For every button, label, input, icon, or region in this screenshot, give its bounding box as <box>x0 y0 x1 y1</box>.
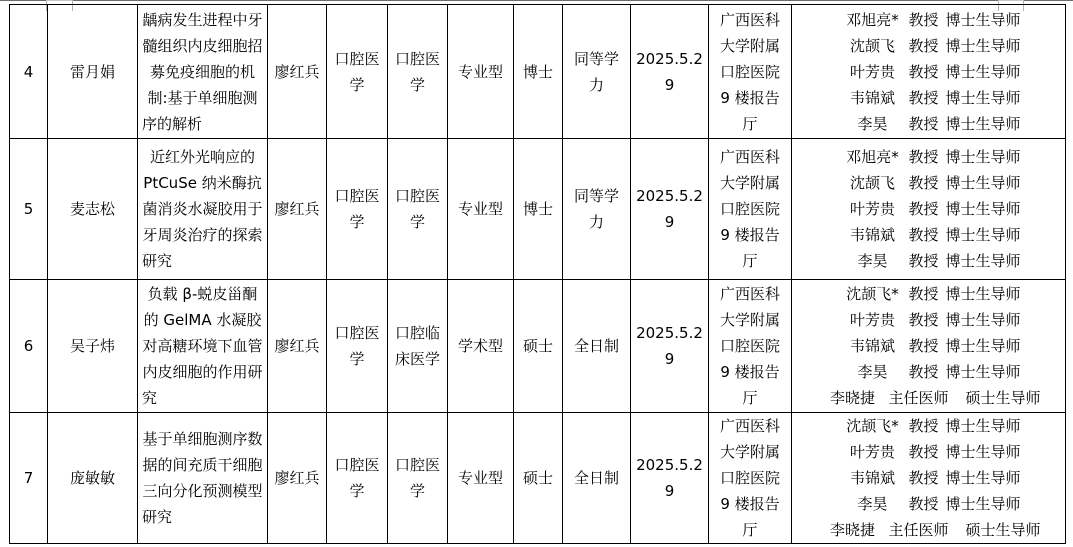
committee-member-title: 教授 <box>908 417 939 435</box>
committee-member-title: 教授 <box>908 495 939 513</box>
committee-member-name: 李昊 <box>857 114 888 133</box>
committee-member-title: 主任医师 <box>888 389 949 407</box>
venue-cell: 广西医科大学附属口腔医院 9 楼报告厅 <box>709 413 792 544</box>
program-type-cell: 专业型 <box>448 5 514 139</box>
committee-member <box>796 222 1061 248</box>
venue-cell: 广西医科大学附属口腔医院 9 楼报告厅 <box>709 280 792 413</box>
committee-member <box>796 491 1061 517</box>
committee-member <box>796 359 1061 385</box>
committee-member-role: 博士生导师 <box>945 36 1021 55</box>
committee-member-name: 韦锦斌 <box>849 469 895 487</box>
committee-member-title: 教授 <box>908 363 939 381</box>
degree-cell: 硕士 <box>514 413 563 544</box>
committee-member-role: 博士生导师 <box>945 114 1021 133</box>
study-mode-cell: 全日制 <box>563 413 631 544</box>
committee-member <box>796 465 1061 491</box>
committee-member-title: 教授 <box>908 36 939 55</box>
supervisor-cell: 廖红兵 <box>268 413 327 544</box>
row-index-cell: 6 <box>10 280 48 413</box>
committee-member <box>796 281 1061 307</box>
committee-member-role: 博士生导师 <box>945 62 1021 81</box>
student-name-cell: 雷月娟 <box>48 5 138 139</box>
program-type-cell: 学术型 <box>448 280 514 413</box>
committee-cell <box>792 139 1066 280</box>
committee-member-role: 博士生导师 <box>945 226 1021 244</box>
degree-cell: 博士 <box>514 5 563 139</box>
committee-member-name: 叶芳贵 <box>849 443 895 461</box>
committee-member <box>796 439 1061 465</box>
thesis-title-cell: 龋病发生进程中牙髓组织内皮细胞招募免疫细胞的机制:基于单细胞测序的解析 <box>138 5 268 139</box>
committee-member-title: 教授 <box>908 200 939 218</box>
committee-member-role: 博士生导师 <box>945 285 1021 303</box>
committee-member-role: 博士生导师 <box>945 311 1021 329</box>
defense-date-cell: 2025.5.29 <box>631 413 709 544</box>
committee-member-name: 沈颉飞 <box>849 36 895 55</box>
committee-member <box>796 307 1061 333</box>
committee-member-role: 博士生导师 <box>945 88 1021 107</box>
row-index-cell: 4 <box>10 5 48 139</box>
committee-member-role: 博士生导师 <box>945 495 1021 513</box>
committee-member-name: 李昊 <box>857 363 888 381</box>
committee-member-name: 沈颉飞 <box>849 174 895 192</box>
study-mode-cell: 同等学力 <box>563 139 631 280</box>
committee-member <box>796 248 1061 274</box>
thesis-title-cell: 近红外光响应的 PtCuSe 纳米酶抗菌消炎水凝胶用于牙周炎治疗的探索研究 <box>138 139 268 280</box>
committee-member-title: 主任医师 <box>888 521 949 539</box>
degree-cell: 硕士 <box>514 280 563 413</box>
degree-cell: 博士 <box>514 139 563 280</box>
committee-member-title: 教授 <box>908 285 939 303</box>
committee-member-name: 沈颉飞* <box>846 285 899 303</box>
committee-member <box>796 59 1061 85</box>
committee-member-name: 李晓捷 <box>829 521 875 539</box>
row-index-cell: 5 <box>10 139 48 280</box>
committee-member-name: 李昊 <box>857 495 888 513</box>
defense-date-cell: 2025.5.29 <box>631 280 709 413</box>
table-row <box>10 139 1066 280</box>
thesis-title-cell: 基于单细胞测序数据的间充质干细胞三向分化预测模型研究 <box>138 413 268 544</box>
committee-member-title: 教授 <box>908 469 939 487</box>
committee-member <box>796 517 1061 543</box>
specialty-cell: 口腔医学 <box>388 5 448 139</box>
supervisor-cell: 廖红兵 <box>268 5 327 139</box>
table-row <box>10 5 1066 139</box>
committee-member-name: 韦锦斌 <box>849 337 895 355</box>
committee-member-title: 教授 <box>908 10 939 29</box>
committee-member-name: 韦锦斌 <box>849 226 895 244</box>
committee-member-title: 教授 <box>908 148 939 166</box>
supervisor-cell: 廖红兵 <box>268 280 327 413</box>
committee-member-role: 硕士生导师 <box>965 389 1041 407</box>
committee-member <box>796 144 1061 170</box>
program-type-cell: 专业型 <box>448 139 514 280</box>
committee-member-name: 邓旭亮* <box>846 148 899 166</box>
committee-member <box>796 85 1061 111</box>
committee-member-role: 硕士生导师 <box>965 521 1041 539</box>
committee-cell <box>792 280 1066 413</box>
discipline-cell: 口腔医学 <box>327 5 388 139</box>
thesis-title-cell: 负载 β-蜕皮甾酮的 GelMA 水凝胶对高糖环境下血管内皮细胞的作用研究 <box>138 280 268 413</box>
table-row <box>10 280 1066 413</box>
committee-member <box>796 385 1061 411</box>
supervisor-cell: 廖红兵 <box>268 139 327 280</box>
committee-member-title: 教授 <box>908 62 939 81</box>
cropped-row-hairline <box>0 0 1073 1</box>
table-row <box>10 413 1066 544</box>
committee-member-role: 博士生导师 <box>945 417 1021 435</box>
committee-member-role: 博士生导师 <box>945 252 1021 270</box>
committee-member <box>796 7 1061 33</box>
study-mode-cell: 同等学力 <box>563 5 631 139</box>
committee-member-role: 博士生导师 <box>945 363 1021 381</box>
committee-member <box>796 33 1061 59</box>
defense-date-cell: 2025.5.29 <box>631 5 709 139</box>
committee-member-title: 教授 <box>908 337 939 355</box>
committee-member-name: 叶芳贵 <box>849 62 895 81</box>
venue-cell: 广西医科大学附属口腔医院 9 楼报告厅 <box>709 139 792 280</box>
committee-member-title: 教授 <box>908 311 939 329</box>
row-index-cell: 7 <box>10 413 48 544</box>
committee-member-role: 博士生导师 <box>945 148 1021 166</box>
committee-member <box>796 196 1061 222</box>
specialty-cell: 口腔医学 <box>388 139 448 280</box>
committee-member-name: 李昊 <box>857 252 888 270</box>
study-mode-cell: 全日制 <box>563 280 631 413</box>
committee-member-name: 叶芳贵 <box>849 311 895 329</box>
committee-member-title: 教授 <box>908 174 939 192</box>
table-body <box>10 5 1066 544</box>
committee-member-name: 韦锦斌 <box>849 88 895 107</box>
committee-member <box>796 170 1061 196</box>
committee-member-title: 教授 <box>908 88 939 107</box>
committee-member-title: 教授 <box>908 114 939 133</box>
discipline-cell: 口腔医学 <box>327 413 388 544</box>
committee-member-role: 博士生导师 <box>945 337 1021 355</box>
committee-member-name: 叶芳贵 <box>849 200 895 218</box>
committee-cell <box>792 5 1066 139</box>
committee-member-role: 博士生导师 <box>945 10 1021 29</box>
discipline-cell: 口腔医学 <box>327 280 388 413</box>
committee-member <box>796 413 1061 439</box>
committee-member-role: 博士生导师 <box>945 469 1021 487</box>
specialty-cell: 口腔临床医学 <box>388 280 448 413</box>
committee-member-role: 博士生导师 <box>945 174 1021 192</box>
venue-cell: 广西医科大学附属口腔医院 9 楼报告厅 <box>709 5 792 139</box>
defense-date-cell: 2025.5.29 <box>631 139 709 280</box>
program-type-cell: 专业型 <box>448 413 514 544</box>
committee-member-name: 邓旭亮* <box>846 10 899 29</box>
committee-member-title: 教授 <box>908 252 939 270</box>
student-name-cell: 庞敏敏 <box>48 413 138 544</box>
student-name-cell: 吴子炜 <box>48 280 138 413</box>
committee-member-title: 教授 <box>908 443 939 461</box>
committee-member-name: 沈颉飞* <box>846 417 899 435</box>
committee-member <box>796 111 1061 137</box>
committee-member-role: 博士生导师 <box>945 443 1021 461</box>
committee-member <box>796 333 1061 359</box>
committee-member-role: 博士生导师 <box>945 200 1021 218</box>
discipline-cell: 口腔医学 <box>327 139 388 280</box>
defense-schedule-table <box>9 4 1066 544</box>
student-name-cell: 麦志松 <box>48 139 138 280</box>
committee-member-name: 李晓捷 <box>829 389 875 407</box>
committee-cell <box>792 413 1066 544</box>
committee-member-title: 教授 <box>908 226 939 244</box>
specialty-cell: 口腔医学 <box>388 413 448 544</box>
